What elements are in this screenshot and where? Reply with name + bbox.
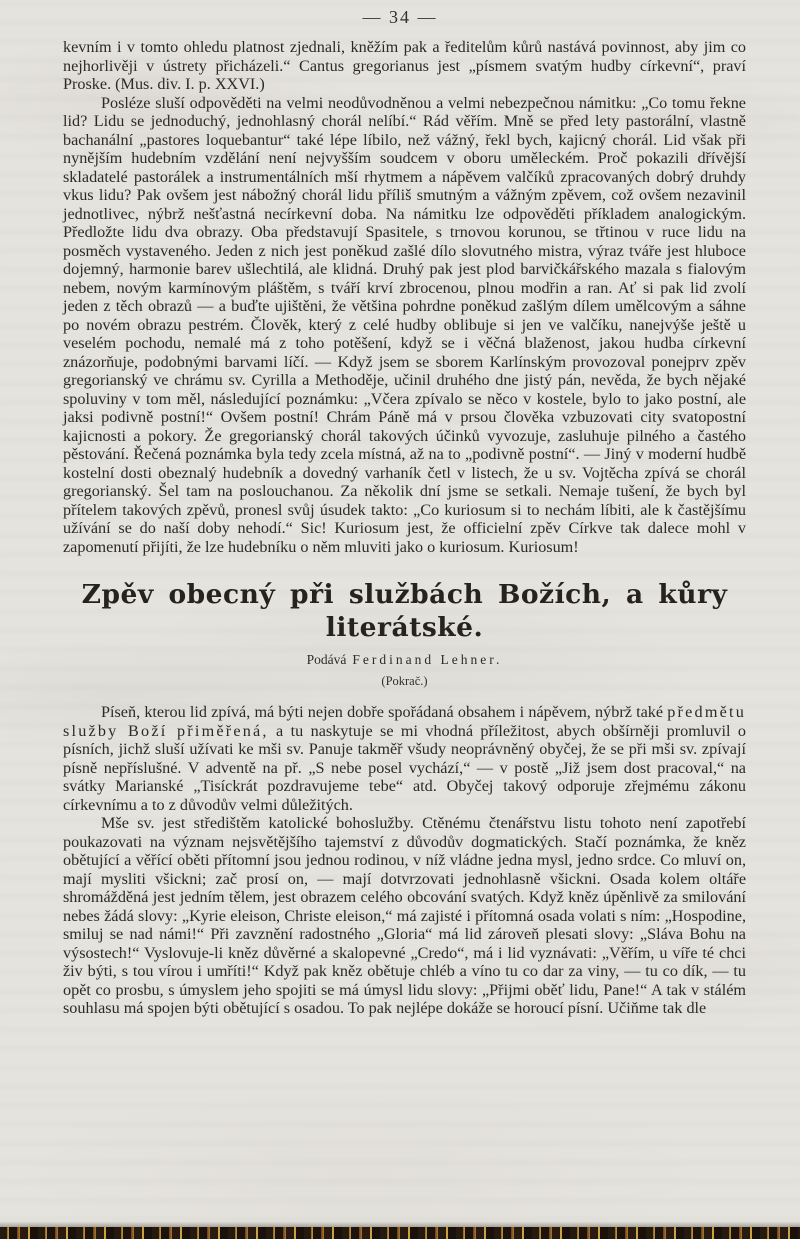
- book-edge-decoration: [0, 1227, 800, 1239]
- paragraph-text: a tu naskytuje se mi vhodná příležitost, abych obšírněji promluvil o písních, jichž sluší užívati ke mši sv. Panuje takměř všudy neoprávněný obyčej, že se při mši sv. zpívají písně nepříslušné. V adventě na př. „S nebe posel vychází,“ — v postě „Již jsem dost pracoval,“ na svátky Marianské „Tisíckrát pozdravujeme tebe“ atd. Obyčej takový odporuje zřejmému zákonu církevnímu a to z důvodův velmi důležitých.: [63, 721, 746, 814]
- paragraph-text: kevním i v tomto ohledu platnost zjednali, kněžím pak a ředitelům kůrů nastává povinnost, aby jim co nejhorlivěji v ústrety přicházeli.“ Cantus gregorianus jest „písmem svatým hudby církevní“, praví Proske. (Mus. div. I. p. XXVI.): [63, 38, 746, 93]
- body-paragraph-continued: [63, 38, 746, 94]
- paragraph-text: Píseň, kterou lid zpívá, má býti nejen dobře spořádaná obsahem i nápěvem, nýbrž také: [101, 703, 668, 721]
- page-number: — 34 —: [362, 7, 438, 27]
- article-title: Zpěv obecný při službách Božích, a kůry literátské.: [81, 579, 728, 643]
- byline: [63, 651, 746, 670]
- text-column: [63, 38, 746, 1018]
- body-paragraph: [63, 703, 746, 814]
- byline-prefix: Podává: [306, 652, 347, 667]
- emphasized-text: předmětu služby Boží přiměřená,: [63, 703, 746, 740]
- article-heading-block: [63, 578, 746, 690]
- body-paragraph: [63, 814, 746, 1018]
- paragraph-text: Mše sv. jest středištěm katolické bohoslužby. Ctěnému čtenářstvu listu tohoto není zapotřebí poukazovati na význam nejsvětějšího tajemství z důvodův dogmatických. Stačí poznámka, že kněz obětující a věřící oběti přítomní jsou jednou rodinou, v níž vládne jedna mysl, jedno srdce. Co mluví on, mají mysliti všickni; zač prosí on, — mají dotvrzovati jednohlasně všickni. Osada kolem oltáře shromážděná jest jedním tělem, jest obrazem celého obcování svatých. Když kněz úpěnlivě za smilování nebes žádá slovy: „Kyrie eleison, Christe eleison,“ má zajisté i přítomná osada volati s ním: „Hospodine, smiluj se nad námi!“ Při zavznění radostného „Gloria“ má lid zároveň plesati slovy: „Sláva Bohu na výsostech!“ Vyslovuje-li kněz důvěrné a skalopevné „Credo“, má i lid vyznávati: „Věřím, u víře té chci živ býti, s tou vírou i umříti!“ Když pak kněz obětuje chléb a víno tu co dar za viny, — tu co dík, — tu opět co prosbu, s úmyslem jeho spojiti se má úmysl lidu slovy: „Přijmi oběť lidu, Pane!“ A tak v stálém souhlasu má spojen býti obětující s osadou. To pak nejlépe dokáže se horoucí písní. Učiňme tak dle: [63, 814, 746, 1017]
- paragraph-text: Posléze sluší odpověděti na velmi neodůvodněnou a velmi nebezpečnou námitku: „Co tomu řekne lid? Lidu se jednoduchý, jednohlasný chorál nelíbí.“ Rád věřím. Mně se před lety pastorální, vlastně bachanální „pastores loquebantur“ také lépe líbilo, než vážný, řekl bych, kajicný chorál. Lid však při nynějším hudebním vzdělání není nejvyšším soudcem v oboru uměleckém. Proč pokazili dřívější skladatelé pastorálek a instrumentálních mší rhytmem a nápěvem valčíků zpracovaných dobrý druhdy vkus lidu? Pak ovšem jest nábožný chorál lidu příliš smutným a vážným zpěvem, což ovšem nezavinil jednotlivec, nýbrž nešťastná necírkevní doba. Na námitku lze odpověděti příkladem analogickým. Předložte lidu dva obrazy. Oba představují Spasitele, s trnovou korunou, se třtinou v ruce lidu na posměch vystaveného. Jeden z nich jest poněkud zašlé dílo slovutného mistra, výraz tváře jest hluboce dojemný, harmonie barev ušlechtilá, ale klidná. Druhý pak jest plod barvičkářského mazala s fialovým nebem, novým karmínovým pláštěm, s tváří krví zbrocenou, plnou modřin a ran. Ať si pak lid zvolí jeden z těch obrazů — a buďte ujištěni, že většina pohrdne poněkud zašlým dílem umělcovým a sáhne po novém obrazu pestrém. Člověk, který z celé hudby oblibuje si jen ve valčíku, nanejvýše ještě u veselém pochodu, nemalé má z toho potěšení, když se i věčná blaženost, jakou hudba církevní znázorňuje, podobnými barvami líčí. — Když jsem se sborem Karlínským provozoval ponejprv zpěv gregorianský ve chrámu sv. Cyrilla a Methoděje, učinil druhého dne jistý pán, nevěda, že bych nějaké spoluviny v tom měl, následující poznámku: „Včera zpívalo se něco v kostele, bylo to jako postní, ale jaksi podivně postní!“ Ovšem postní! Chrám Páně má v prsou člověka vzbuzovati city svatopostní kajicnosti a pokory. Že gregorianský chorál takových účinků vyvozuje, zasluhuje pilného a častého pěstování. Řečená poznámka byla tedy zcela místná, až na to „podivně postní“. — Jiný v moderní hudbě kostelní dosti obeznalý hudebník a dovedný varhaník četl v listech, že u sv. Vojtěcha zpívá se chorál gregorianský. Šel tam na poslouchanou. Za několik dní jsme se setkali. Nemaje tušení, že bych byl přítelem takových zpěvů, pronesl svůj úsudek takto: „Co kuriosum si to nechám líbiti, ale k častějšímu užívání se do naší doby nehodí.“ Sic! Kuriosum jest, že officielní zpěv Církve tak dalece mohl v zapomenutí přijíti, že lze hudebníku o něm mluviti jako o kuriosum. Kuriosum!: [63, 93, 746, 556]
- continuation-note: (Pokrač.): [381, 673, 428, 688]
- author-name: Ferdinand Lehner.: [352, 652, 503, 667]
- body-paragraph: [63, 94, 746, 557]
